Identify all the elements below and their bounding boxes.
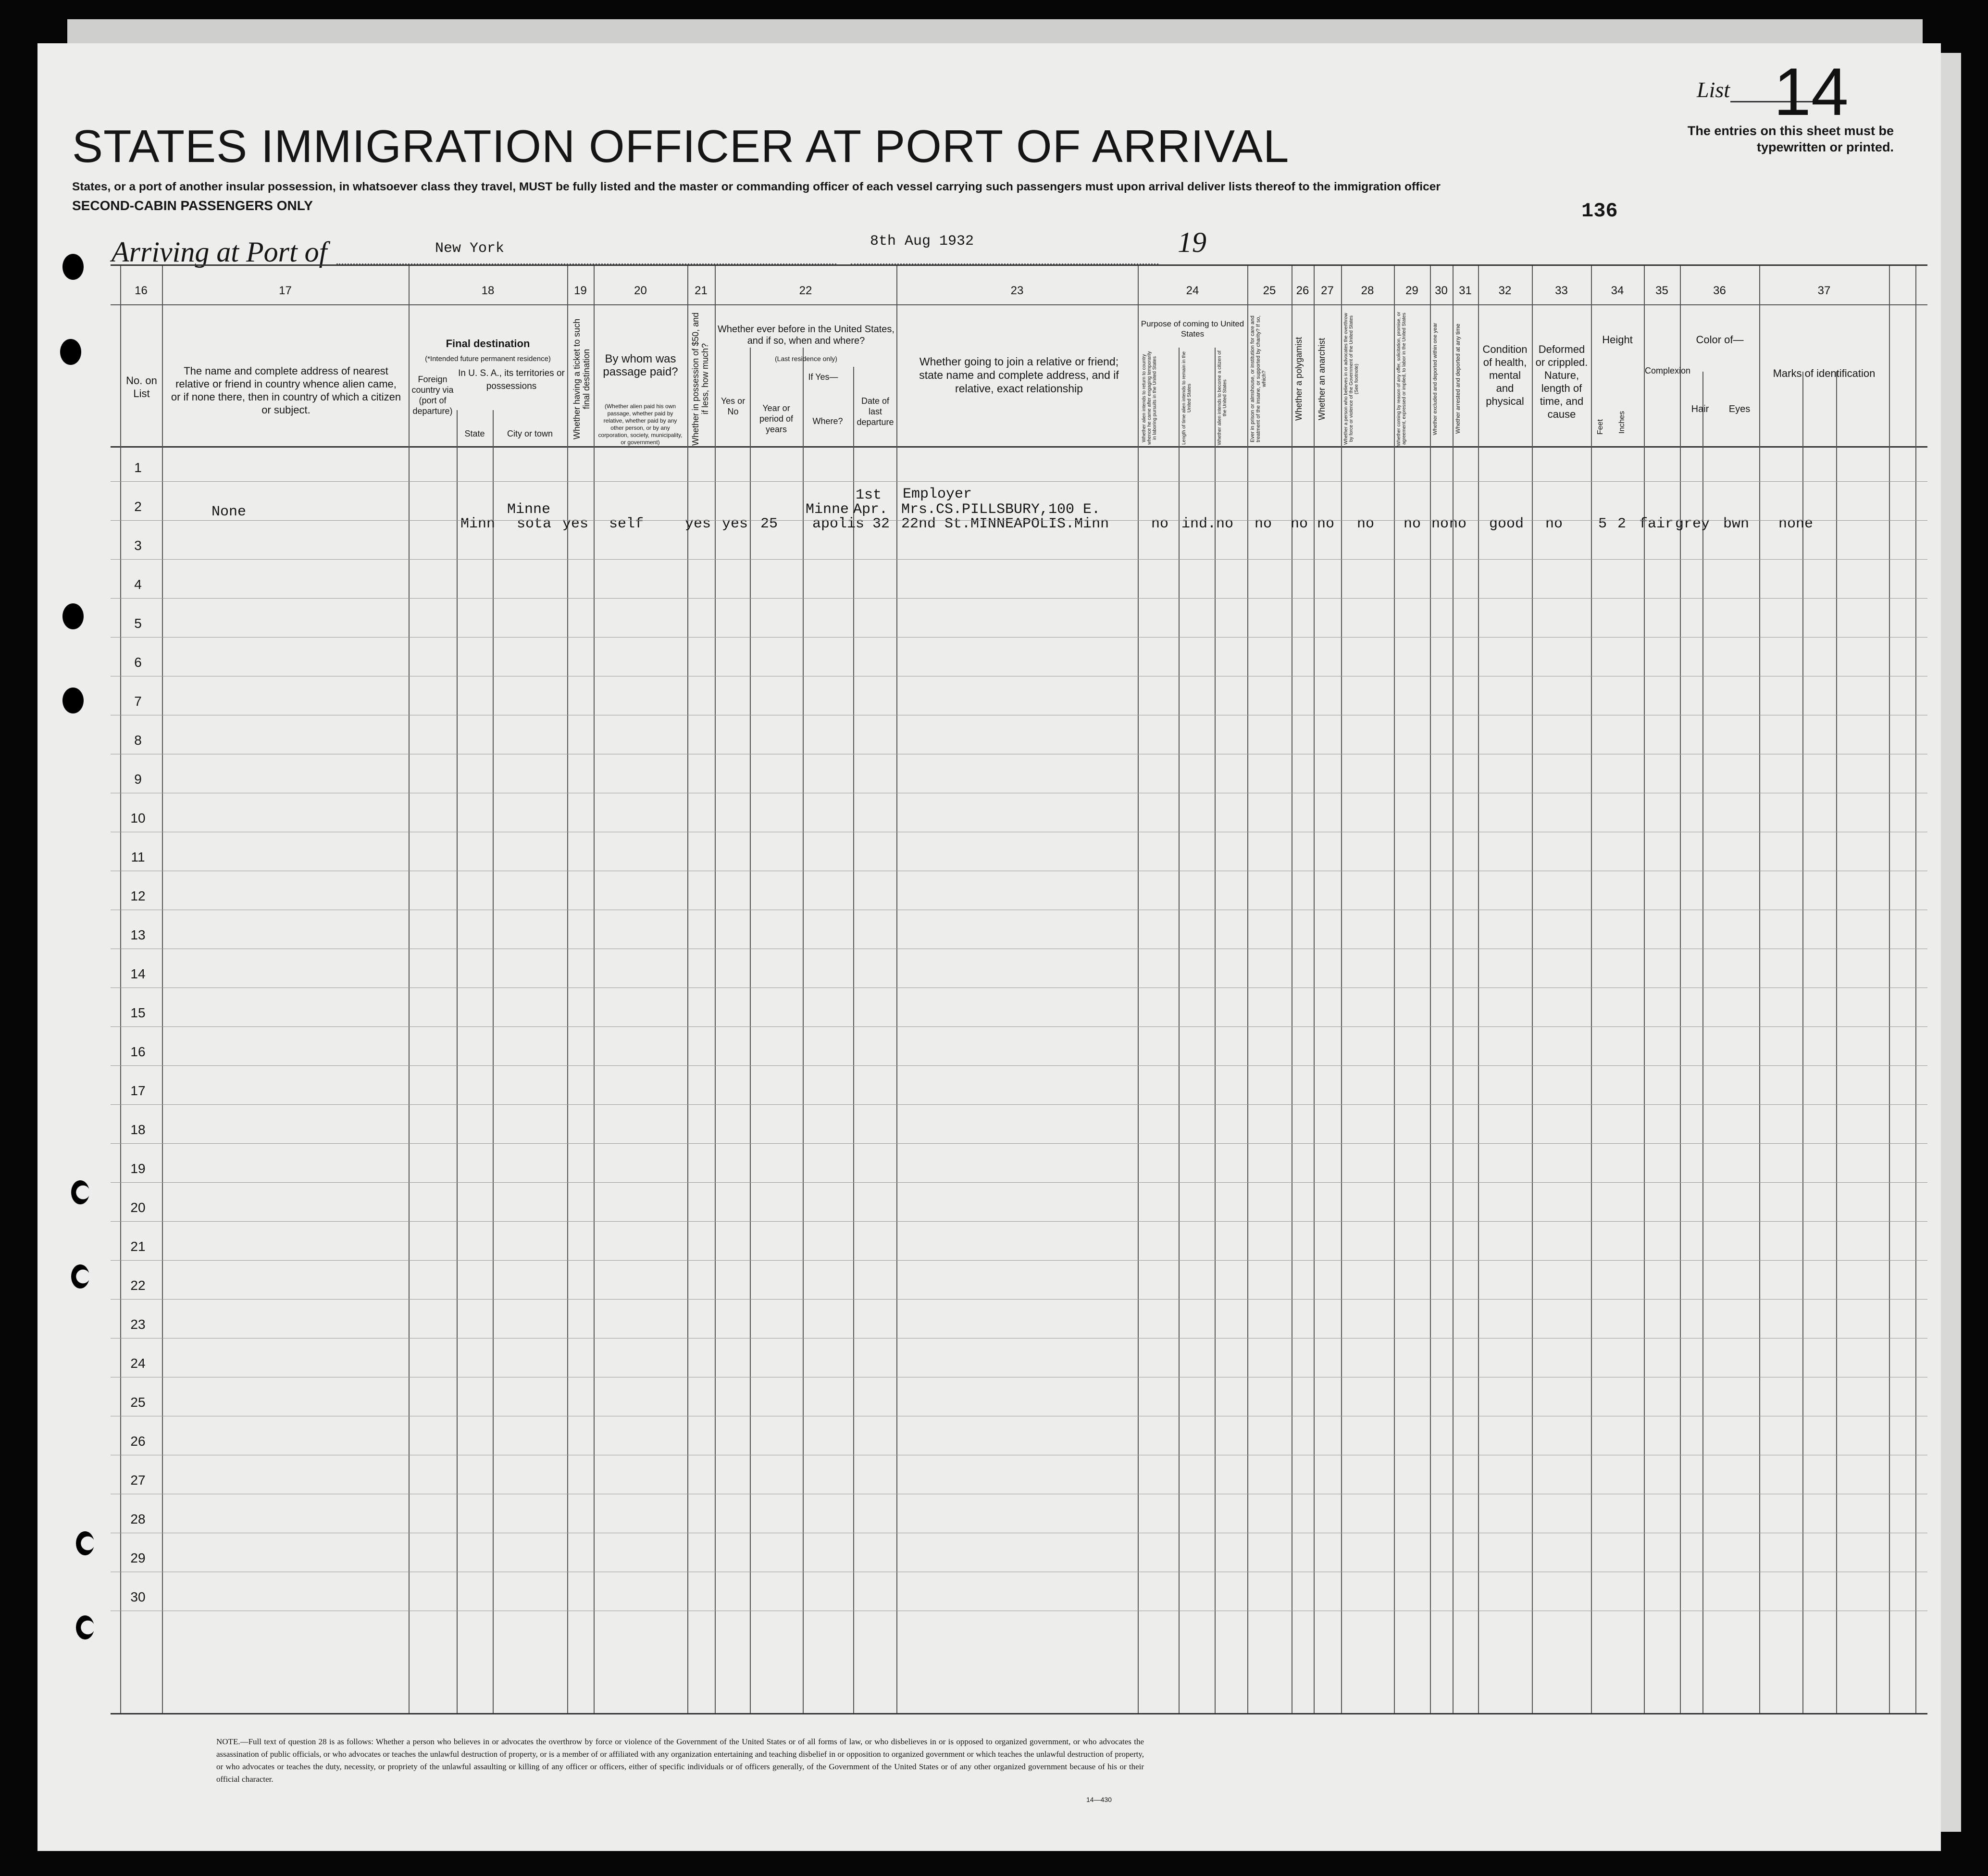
page-title: STATES IMMIGRATION OFFICER AT PORT OF ARRIVAL [72, 121, 1290, 172]
entry-eyes: bwn [1723, 516, 1750, 532]
entry-years: 25 [760, 516, 778, 532]
table-bottom [111, 1713, 1927, 1714]
row-number: 27 [130, 1473, 146, 1488]
col-border [1680, 266, 1681, 1713]
table-row [111, 1221, 1927, 1222]
row-number: 9 [134, 772, 142, 787]
col-border [1430, 266, 1431, 1713]
subcol-border [750, 348, 751, 1713]
entry-col28: no [1357, 516, 1375, 532]
row-number: 26 [130, 1434, 146, 1449]
row-number: 21 [130, 1239, 146, 1254]
entry-relative: None [211, 504, 247, 520]
binder-hole [62, 254, 84, 280]
row-number: 17 [130, 1083, 146, 1098]
header-purpose-b: Length of time alien intends to remain in the United States [1181, 351, 1192, 445]
row-number: 4 [134, 577, 142, 592]
entry-col27: no [1317, 516, 1335, 532]
header-eyes: Eyes [1728, 404, 1751, 414]
entry-health: good [1489, 516, 1524, 532]
entry-where-2: apolis [812, 516, 865, 532]
col-border [1889, 266, 1890, 1713]
colnum-22: 22 [799, 284, 812, 297]
table-row [111, 598, 1927, 599]
entry-purpose-b: ind. [1181, 516, 1217, 532]
header-yes-no: Yes or No [721, 396, 746, 416]
row-number: 7 [134, 694, 142, 709]
row-number: 22 [130, 1278, 146, 1293]
header-before-in-us: Whether ever before in the United States, and if so, when and where? [718, 324, 895, 346]
col-border [715, 266, 716, 1713]
binder-hole [60, 339, 81, 365]
row-number: 5 [134, 616, 142, 631]
entry-join-3: 22nd St.MINNEAPOLIS.Minn [901, 516, 1109, 532]
col-border [1453, 266, 1454, 1713]
entry-ticket: yes [562, 516, 589, 532]
header-health: Condition of health, mental and physical [1482, 343, 1528, 407]
subcol-border [1836, 372, 1837, 1713]
header-polygamist: Whether a polygamist [1294, 337, 1304, 421]
header-paid-by-sub: (Whether alien paid his own passage, whether paid by relative, whether paid by any other person, or by any corporation, society, municipality, or government) [598, 403, 683, 446]
subcol-border [457, 410, 458, 1713]
row-number: 23 [130, 1317, 146, 1332]
subcol-border [1802, 372, 1803, 1713]
header-join-relative: Whether going to join a relative or friend; state name and complete address, and if relative, exact relationship [919, 355, 1119, 395]
instructions-line: States, or a port of another insular possession, in whatsoever class they travel, MUST be fully listed and the master or commanding officer of each vessel carrying such passengers must upon arrival deliver lists thereof to the immigration officer [72, 180, 1441, 193]
list-number: 14 [1774, 54, 1849, 129]
colnum-24: 24 [1186, 284, 1199, 297]
header-state: State [464, 429, 485, 438]
row-number: 16 [130, 1044, 146, 1059]
entry-deformed: no [1545, 516, 1563, 532]
colnum-25: 25 [1263, 284, 1276, 297]
row-number: 10 [130, 811, 146, 825]
header-where: Where? [812, 416, 843, 426]
col-border [1394, 266, 1395, 1713]
col-border [896, 266, 897, 1713]
header-years: Year or period of years [759, 403, 794, 434]
entry-date-2: Apr. [853, 501, 888, 518]
header-final-destination: Final destination [446, 338, 530, 350]
table-row [111, 637, 1927, 638]
table-row [111, 1104, 1927, 1105]
col-border [1591, 266, 1592, 1713]
entry-col25: no [1255, 516, 1272, 532]
header-deformed: Deformed or crippled. Nature, length of time, and cause [1535, 343, 1588, 420]
table-row [111, 1026, 1927, 1027]
entry-date-3: 32 [872, 516, 890, 532]
manifest-table [111, 264, 1927, 1713]
table-row [111, 559, 1927, 560]
entry-join-2: Mrs.CS.PILLSBURY,100 E. [901, 501, 1101, 518]
row-number: 8 [134, 733, 142, 748]
row-number: 3 [134, 538, 142, 553]
row-number: 12 [130, 888, 146, 903]
row-number: 1 [134, 460, 142, 475]
entry-date-1: 1st [856, 487, 882, 503]
colnum-34: 34 [1611, 284, 1624, 297]
header-feet: Feet [1596, 419, 1604, 435]
binder-hole [62, 603, 84, 629]
col-border [1478, 266, 1479, 1713]
entry-col29: no [1404, 516, 1421, 532]
header-usa: In U. S. A., its territories or possessions [458, 368, 565, 391]
header-before-sub: (Last residence only) [775, 355, 837, 363]
col-border [162, 266, 163, 1713]
row-number: 25 [130, 1395, 146, 1410]
colnum-35: 35 [1655, 284, 1668, 297]
row-number: 29 [130, 1551, 146, 1565]
header-purpose: Purpose of coming to United States [1141, 319, 1244, 338]
col-border [120, 266, 121, 1713]
header-city: City or town [507, 429, 553, 438]
entry-where-1: Minne [806, 501, 849, 518]
year-prefix: 19 [1178, 226, 1206, 258]
row-number: 14 [130, 966, 146, 981]
row-number: 15 [130, 1005, 146, 1020]
header-complexion: Complexion [1645, 366, 1691, 375]
header-purpose-c: Whether alien intends to become a citizen of the United States [1217, 350, 1228, 446]
binder-hole [71, 1180, 89, 1204]
colnum-32: 32 [1498, 284, 1512, 297]
col-border [594, 266, 595, 1713]
entries-note: The entries on this sheet must be typewritten or printed. [1687, 124, 1894, 154]
header-date-departure: Date of last departure [857, 396, 894, 427]
row-number: 2 [134, 499, 142, 514]
header-labor-offer: Whether coming by reason of any offer, solicitation, promise, or agreement, expressed or implied, to labor in the United States [1396, 312, 1407, 446]
binder-hole [62, 688, 84, 713]
header-height: Height [1602, 334, 1633, 346]
col-border [1915, 266, 1916, 1713]
header-inches: Inches [1618, 411, 1626, 434]
header-color-of: Color of— [1696, 334, 1744, 346]
entry-paid-by: self [609, 516, 644, 532]
subcol-border [853, 367, 854, 1713]
row-number: 20 [130, 1200, 146, 1215]
table-row [111, 1065, 1927, 1066]
entry-city-2: sota [517, 516, 552, 532]
header-ticket: Whether having a ticket to such final destination [572, 318, 591, 439]
colnum-26: 26 [1296, 284, 1309, 297]
table-row [111, 1143, 1927, 1144]
row-number: 13 [130, 927, 146, 942]
footnote: NOTE.—Full text of question 28 is as follows: Whether a person who believes in or advocates the overthrow by force or violence of the Government of the United States or of all forms of law, or who disbelieves in or is opposed to organized government, or who advocates the assassination of public officials, or who advocates or teaches the unlawful destruction of property, or is a member of or affiliated with any organization entertaining and teaching disbelief in or opposition to organized government or which teaches the unlawful destruction of property, or who advocates or teaches the duty, necessity, or propriety of the unlawful assaulting or killing of any officer or officers, either of specific individuals or of officers generally, of the Government of the United States or of any other organized government because of his or their official character. [216, 1737, 1144, 1784]
colnum-31: 31 [1459, 284, 1472, 297]
form-number: 14—430 [1086, 1796, 1112, 1803]
table-row [111, 1299, 1927, 1300]
header-fifty-dollars: Whether in possession of $50, and if less, how much? [691, 312, 710, 446]
header-marks: Marks of identification [1773, 367, 1876, 379]
col-border [1138, 266, 1139, 1713]
entry-purpose-c: no [1216, 516, 1234, 532]
subcol-border [1179, 348, 1180, 1713]
row-number: 30 [130, 1589, 146, 1604]
table-row [111, 520, 1927, 521]
col-border [1341, 266, 1342, 1713]
list-label: List [1697, 77, 1730, 102]
header-prison: Ever in prison or almshouse, or institution for care and treatment of the insane, or supported by charity? If so, which? [1250, 315, 1267, 442]
table-row [111, 1260, 1927, 1261]
date-value: 8th Aug 1932 [870, 233, 974, 250]
arriving-label: Arriving at Port of [112, 236, 327, 268]
header-no-on-list: No. on List [126, 375, 157, 400]
header-paid-by: By whom was passage paid? [603, 352, 678, 378]
colnum-37: 37 [1817, 284, 1831, 297]
row-number: 19 [130, 1161, 146, 1176]
header-divider [111, 304, 1927, 305]
colnum-23: 23 [1010, 284, 1024, 297]
entry-marks: none [1778, 516, 1814, 532]
colnum-30: 30 [1435, 284, 1448, 297]
colnum-33: 33 [1555, 284, 1568, 297]
table-row [111, 1182, 1927, 1183]
header-hair: Hair [1691, 404, 1709, 414]
serial-number: 136 [1581, 200, 1618, 223]
entry-col30: no [1431, 516, 1449, 532]
entry-state: Minn [460, 516, 496, 532]
entry-col31: no [1449, 516, 1467, 532]
colnum-29: 29 [1405, 284, 1418, 297]
row-number: 28 [130, 1512, 146, 1526]
header-bottom [111, 446, 1927, 448]
header-relative: The name and complete address of nearest relative or friend in country whence alien came, or if none there, then in country of which a citizen or subject. [171, 365, 401, 416]
binder-hole [76, 1615, 94, 1639]
header-anarchist: Whether an anarchist [1317, 338, 1327, 420]
header-arrested: Whether arrested and deported at any time [1454, 324, 1461, 434]
header-purpose-a: Whether alien intends to return to country whence he came after engaging temporarily in laboring pursuits in the United States [1142, 351, 1157, 445]
entry-inches: 2 [1617, 516, 1627, 532]
entry-join-1: Employer [903, 486, 972, 502]
passenger-class: SECOND-CABIN PASSENGERS ONLY [72, 198, 313, 213]
entry-city-1: Minne [507, 501, 551, 518]
entry-col26: no [1291, 516, 1308, 532]
binder-hole [71, 1264, 89, 1288]
header-overthrow: Whether a person who believes in or advocates the overthrow by force or violence of the Government of the United States (See footnote) [1343, 313, 1359, 445]
col-border [1532, 266, 1533, 1713]
row-number: 18 [130, 1122, 146, 1137]
entry-before: yes [722, 516, 748, 532]
colnum-21: 21 [695, 284, 708, 297]
colnum-16: 16 [135, 284, 148, 297]
header-foreign-country: Foreign country via (port of departure) [411, 375, 454, 416]
subcol-border [493, 410, 494, 1713]
colnum-27: 27 [1321, 284, 1334, 297]
col-border [1247, 266, 1248, 1713]
entry-feet: 5 [1598, 516, 1607, 532]
col-border [409, 266, 410, 1713]
entry-complexion: fair [1639, 516, 1674, 532]
port-value: New York [435, 240, 505, 257]
table-row [111, 481, 1927, 482]
header-final-destination-sub: (*Intended future permanent residence) [425, 355, 551, 363]
entry-fifty: yes [685, 516, 711, 532]
subcol-border [1215, 348, 1216, 1713]
binder-hole [76, 1531, 94, 1555]
subcol-border [803, 348, 804, 1713]
col-border [1644, 266, 1645, 1713]
header-excluded: Whether excluded and deported within one year [1432, 323, 1438, 435]
entry-hair: grey [1675, 516, 1710, 532]
subcol-border [1702, 372, 1703, 1713]
col-border [1314, 266, 1315, 1713]
row-number: 24 [130, 1356, 146, 1371]
col-border [687, 266, 688, 1713]
entry-purpose-a: no [1151, 516, 1169, 532]
col-border [1759, 266, 1760, 1713]
colnum-17: 17 [279, 284, 292, 297]
colnum-19: 19 [574, 284, 587, 297]
col-border [567, 266, 568, 1713]
colnum-18: 18 [481, 284, 495, 297]
colnum-20: 20 [634, 284, 647, 297]
colnum-36: 36 [1713, 284, 1726, 297]
row-number: 11 [131, 850, 145, 864]
header-if-yes: If Yes— [808, 372, 838, 382]
colnum-28: 28 [1361, 284, 1374, 297]
row-number: 6 [134, 655, 142, 670]
